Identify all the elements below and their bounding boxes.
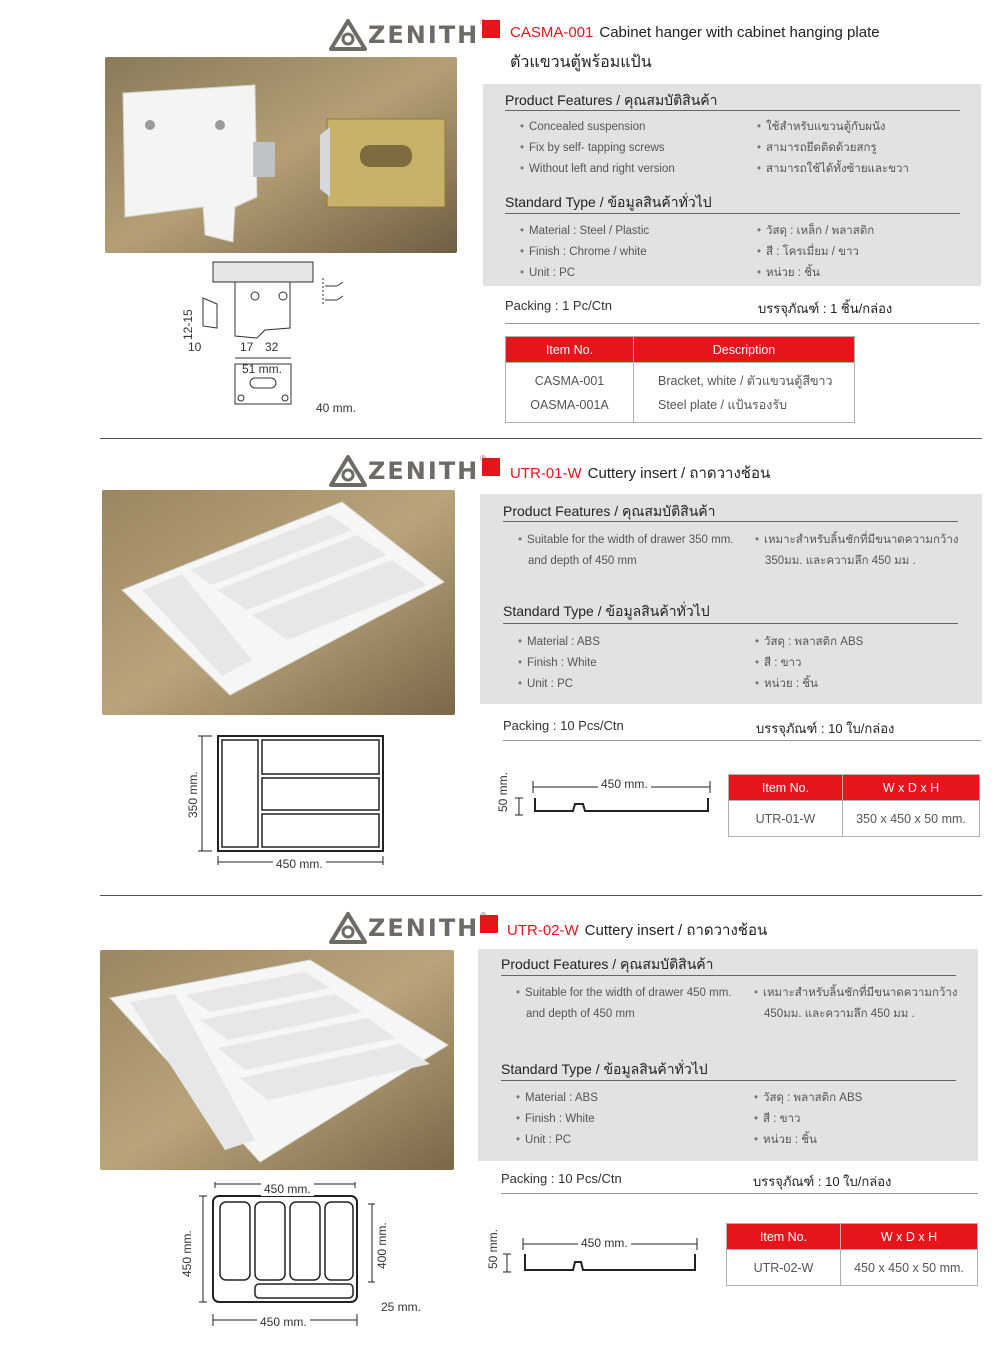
dim-label: 10 [188,340,202,354]
dim-label: 450 mm. [273,857,326,871]
standard-item: • Unit : PC [520,263,649,284]
standard-item: • วัสดุ : พลาสติก ABS [754,1088,862,1109]
item-table [728,774,980,837]
feature-item: 450มม. และความลึก 450 มม . [764,1008,915,1020]
table-row [506,363,855,423]
standard-item: • สี : ขาว [755,653,863,674]
feature-item: • สามารถยึดติดด้วยสกรู [757,138,909,159]
features-th [757,117,909,180]
feature-item: and depth of 450 mm [528,555,637,567]
product-section-utr02 [0,897,1000,1364]
product-code: CASMA-001 [510,24,594,41]
brand-name: ZENITH [368,914,480,942]
item-table [726,1223,978,1286]
standard-item: • Unit : PC [518,674,600,695]
packing-th: บรรจุภัณฑ์ : 1 ชิ้น/กล่อง [758,301,893,316]
features-en [518,530,734,572]
table-cell [634,363,855,423]
product-title [510,24,880,41]
packing-en: Packing : 10 Pcs/Ctn [501,1171,622,1186]
brand-logo [328,454,486,488]
standard-heading: Standard Type / ข้อมูลสินค้าทั่วไป [505,194,712,210]
brand-logo [328,911,486,945]
table-header: W x D x H [841,1224,978,1250]
zenith-triangle-icon [328,911,368,945]
hanger-drawing [175,258,375,418]
product-photo [105,57,457,253]
feature-item: • Suitable for the width of drawer 350 mm. [518,530,734,551]
features-heading: Product Features / คุณสมบัติสินค้า [501,956,714,972]
table-row [729,801,980,837]
item-desc: Bracket, white / ตัวแขวนตู้สีขาว [658,373,833,388]
table-header: Description [634,337,855,363]
standard-item: • Finish : Chrome / white [520,242,649,263]
standard-en [518,632,600,695]
feature-item: • Fix by self- tapping screws [520,138,675,159]
dim-label: 400 mm. [375,1222,389,1269]
features-en [520,117,675,180]
feature-item: • Suitable for the width of drawer 450 mm. [516,983,732,1004]
product-name: Cabinet hanger with cabinet hanging plate [599,24,880,41]
standard-th [755,632,863,695]
title-marker [482,458,500,476]
product-section-utr01 [0,440,1000,895]
brand-name: ZENITH [368,457,480,485]
dim-label: 450 mm. [261,1182,314,1196]
item-size: 350 x 450 x 50 mm. [843,801,980,837]
divider [503,521,958,522]
item-no: CASMA-001 [534,373,605,388]
product-name: Cuttery insert / ถาดวางช้อน [584,922,768,939]
section-divider [100,895,982,896]
features-th [755,530,958,572]
zenith-triangle-icon [328,454,368,488]
product-photo [100,950,454,1170]
table-header: Item No. [506,337,634,363]
divider [501,1080,956,1081]
standard-item: • Finish : White [518,653,600,674]
dim-label: 17 [240,340,254,354]
title-marker [480,915,498,933]
divider [505,110,960,111]
standard-en [520,221,649,284]
divider [503,623,958,624]
feature-item: • Without left and right version [520,159,675,180]
divider [503,740,981,741]
dim-label: 32 [265,340,279,354]
product-code: UTR-01-W [510,465,582,482]
tray-top-drawing [195,1182,375,1327]
standard-item: • Unit : PC [516,1130,598,1151]
table-cell [506,363,634,423]
feature-item: • Concealed suspension [520,117,675,138]
features-en [516,983,732,1025]
standard-heading: Standard Type / ข้อมูลสินค้าทั่วไป [503,603,710,619]
dim-label: 450 mm. [578,1236,631,1250]
standard-heading: Standard Type / ข้อมูลสินค้าทั่วไป [501,1061,708,1077]
dim-label: 12-15 [181,309,195,340]
divider [505,213,960,214]
standard-item: • Finish : White [516,1109,598,1130]
brand-name: ZENITH [368,21,480,49]
standard-item: • สี : โครเมี่ยม / ขาว [757,242,874,263]
standard-item: • วัสดุ : เหล็ก / พลาสติก [757,221,874,242]
dim-label: 40 mm. [316,401,357,415]
packing-th: บรรจุภัณฑ์ : 10 ใบ/กล่อง [756,721,895,736]
product-title [507,918,767,942]
packing-th: บรรจุภัณฑ์ : 10 ใบ/กล่อง [753,1174,892,1189]
features-th [754,983,957,1025]
item-size: 450 x 450 x 50 mm. [841,1250,978,1286]
tray-top-drawing [190,730,390,865]
divider [501,1193,978,1194]
divider [501,975,956,976]
product-code: UTR-02-W [507,922,579,939]
divider [505,323,980,324]
product-section-casma [0,0,1000,440]
product-subtitle-th: ตัวแขวนตู้พร้อมแป้น [510,54,652,71]
feature-item: 350มม. และความลึก 450 มม . [765,555,916,567]
zenith-triangle-icon [328,18,368,52]
dim-label: 450 mm. [598,777,651,791]
section-divider [100,438,982,439]
standard-th [757,221,874,284]
feature-item: • สามารถใช้ได้ทั้งซ้ายและขวา [757,159,909,180]
dim-label: 350 mm. [186,771,200,818]
feature-item: and depth of 450 mm [526,1008,635,1020]
standard-item: • สี : ขาว [754,1109,862,1130]
standard-item: • Material : ABS [516,1088,598,1109]
table-row [727,1250,978,1286]
standard-item: • หน่วย : ชิ้น [757,263,874,284]
item-no: UTR-02-W [727,1250,841,1286]
features-heading: Product Features / คุณสมบัติสินค้า [505,92,718,108]
product-photo [102,490,455,715]
standard-item: • หน่วย : ชิ้น [754,1130,862,1151]
standard-item: • วัสดุ : พลาสติก ABS [755,632,863,653]
dim-label: 450 mm. [180,1230,194,1277]
dim-label: 50 mm. [496,771,510,812]
item-table [505,336,855,423]
feature-item: • เหมาะสำหรับลิ้นชักที่มีขนาดความกว้าง [754,983,957,1004]
packing-en: Packing : 10 Pcs/Ctn [503,718,624,733]
title-marker [482,20,500,38]
features-heading: Product Features / คุณสมบัติสินค้า [503,503,716,519]
product-name: Cuttery insert / ถาดวางช้อน [587,465,771,482]
standard-th [754,1088,862,1151]
dim-label: 50 mm. [486,1228,500,1269]
table-header: Item No. [727,1224,841,1250]
item-no: OASMA-001A [530,397,609,412]
feature-item: • เหมาะสำหรับลิ้นชักที่มีขนาดความกว้าง [755,530,958,551]
table-header: Item No. [729,775,843,801]
dim-label: 51 mm. [242,362,283,376]
packing-en: Packing : 1 Pc/Ctn [505,298,612,313]
item-no: UTR-01-W [729,801,843,837]
brand-logo [328,18,486,52]
table-header: W x D x H [843,775,980,801]
feature-item: • ใช้สำหรับแขวนตู้กับผนัง [757,117,909,138]
item-desc: Steel plate / แป้นรองรับ [658,397,787,412]
dim-label: 25 mm. [381,1300,422,1314]
dim-label: 450 mm. [257,1315,310,1329]
product-title [510,461,770,485]
standard-en [516,1088,598,1151]
standard-item: • Material : ABS [518,632,600,653]
standard-item: • หน่วย : ชิ้น [755,674,863,695]
standard-item: • Material : Steel / Plastic [520,221,649,242]
